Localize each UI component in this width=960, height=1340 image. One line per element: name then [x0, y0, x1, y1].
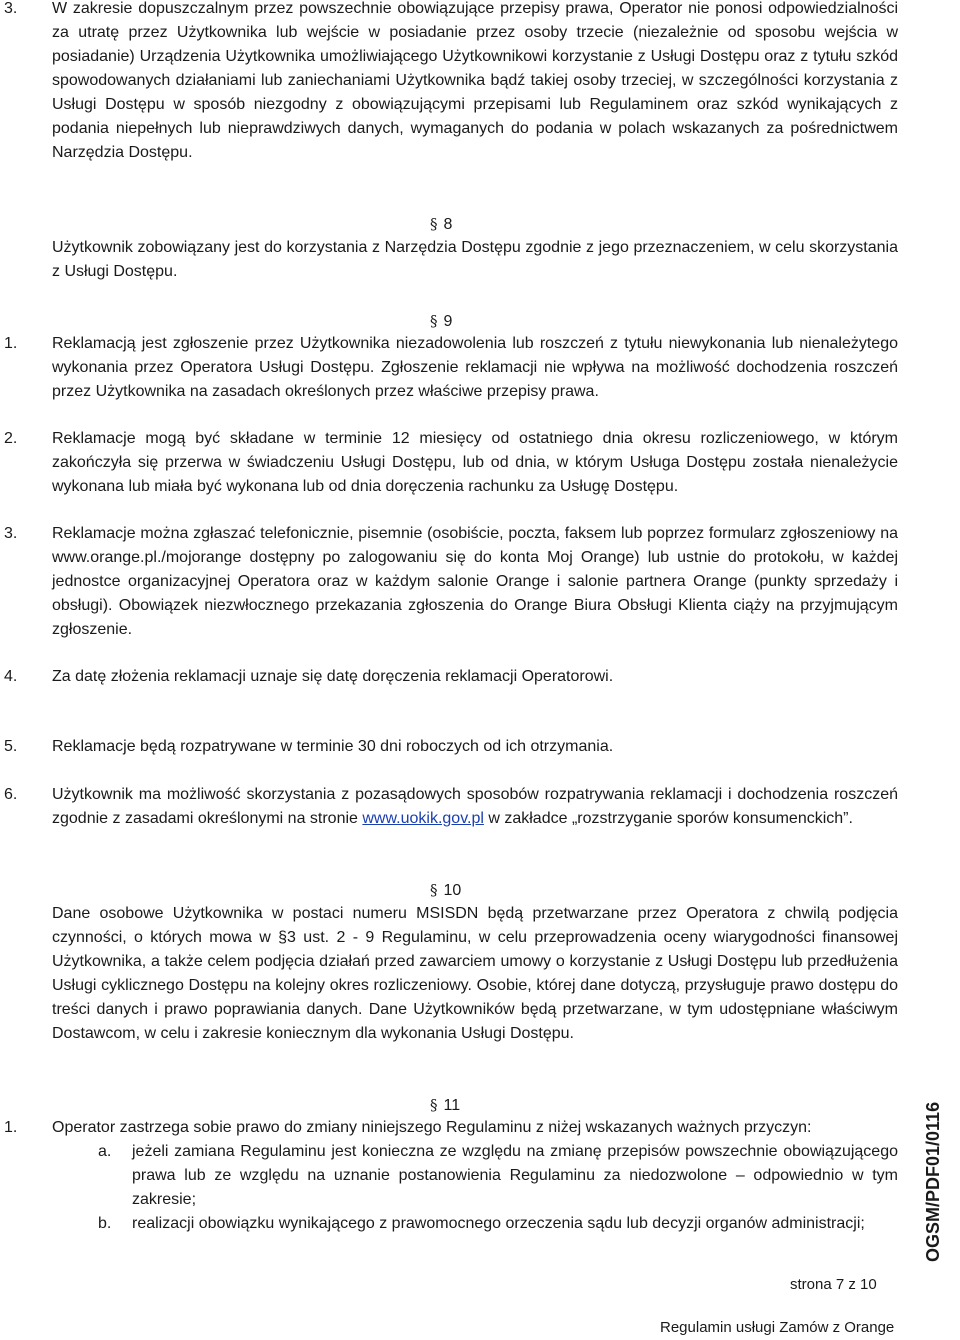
page-number: strona 7 z 10 [790, 1276, 877, 1293]
item-number: 4. [4, 668, 18, 685]
section-number: 11 [443, 1097, 461, 1114]
item-text-before: Użytkownik ma możliwość skorzystania z pozasądowych sposobów rozpatrywania reklamacji i dochodzenia roszczeń zgodnie z zasadami określonymi na stronie [52, 786, 898, 827]
subitem-text: jeżeli zamiana Regulaminu jest konieczna ze względu na zmianę przepisów powszechnie obowiązującego prawa lub ze względu na uznanie postanowienia Regulaminu za niedozwolone – odpowiednio w tym zakresie; [132, 1143, 898, 1208]
section-number: 9 [443, 313, 453, 330]
item-number: 1. [4, 1119, 18, 1136]
section-symbol: § [430, 881, 438, 899]
footer-title: Regulamin usługi Zamów z Orange [660, 1319, 895, 1336]
item-number: 1. [4, 335, 18, 352]
section-10-text: Dane osobowe Użytkownika w postaci numeru MSISDN będą przetwarzane przez Operatora z chwilą podjęcia czynności, o których mowa w §3 ust. 2 - 9 Regulaminu, w celu przeprowadzenia oceny wiarygodności finansowej Użytkownika, a także celem podjęcia działań przed zawarciem umowy o korzystanie z Usługi Dostępu lub przedłużenia Usługi cyklicznego Dostępu na kolejny okres rozliczeniowy. Osobie, której dane dotyczą, przysługuje prawo dostępu do treści danych i prawo poprawiania danych. Dane Użytkowników będą przetwarzane, w tym udostępniane właściwym Dostawcom, w celu i zakresie koniecznym dla wykonania Usługi Dostępu. [52, 905, 898, 1042]
item-number: 6. [4, 786, 18, 803]
document-code: OGSM/PDF01/0116 [923, 1101, 943, 1262]
uokik-link[interactable]: www.uokik.gov.pl [362, 810, 484, 827]
item-text: Reklamacją jest zgłoszenie przez Użytkownika niezadowolenia lub roszczeń z tytułu niewykonania lub nienależytego wykonania przez Operatora Usługi Dostępu. Zgłoszenie reklamacji nie wpływa na możliwość dochodzenia roszczeń przez Użytkownika na zasadach określonych przez właściwe przepisy prawa. [52, 335, 898, 400]
subitem-letter: b. [98, 1215, 112, 1232]
item-text: Reklamacje mogą być składane w terminie 12 miesięcy od ostatniego dnia okresu rozliczeniowego, w którym zakończyła się przerwa w świadczeniu Usługi Dostępu, lub od dnia, w którym Usługa Dostępu została nienależycie wykonana lub miała być wykonana lub od dnia doręczenia rachunku za Usługę Dostępu. [52, 430, 898, 495]
section-8-text: Użytkownik zobowiązany jest do korzystania z Narzędzia Dostępu zgodnie z jego przeznaczeniem, w celu skorzystania z Usługi Dostępu. [52, 239, 898, 280]
clause-text: W zakresie dopuszczalnym przez powszechnie obowiązujące przepisy prawa, Operator nie ponosi odpowiedzialności za utratę przez Użytkownika lub wejście w posiadanie przez osoby trzecie (niezależnie od sposobu wejścia w posiadanie) Urządzenia Użytkownika umożliwiającego Użytkownikowi korzystanie z Usługi Dostępu oraz z tytułu szkód spowodowanych działaniami lub zaniechaniami Użytkownika bądź takiej osoby trzeciej, w szczególności korzystania z Usługi Dostępu w sposób niezgodny z obowiązującymi przepisami lub Regulaminem oraz szkód wynikających z podania niepełnych lub nieprawdziwych danych, wymaganych do podania w polach wskazanych za pośrednictwem Narzędzia Dostępu. [52, 0, 898, 161]
item-text: Operator zastrzega sobie prawo do zmiany niniejszego Regulaminu z niżej wskazanych ważnych przyczyn: [52, 1119, 812, 1136]
item-text: Reklamacje można zgłaszać telefonicznie, pisemnie (osobiście, poczta, faksem lub poprzez formularz zgłoszeniowy na www.orange.pl./mojorange dostępny po zalogowaniu się do konta Moj Orange) lub ustnie do protokołu, w każdej jednostce organizacyjnej Operatora oraz w każdym salonie Orange i salonie partnera Orange (punkty sprzedaży i obsługi). Obowiązek niezwłocznego przekazania zgłoszenia do Orange Biura Obsługi Klienta ciąży na przyjmującym zgłoszenie. [52, 525, 898, 638]
item-text: Za datę złożenia reklamacji uznaje się datę doręczenia reklamacji Operatorowi. [52, 668, 614, 685]
item-number: 5. [4, 738, 18, 755]
item-number: 2. [4, 430, 18, 447]
section-symbol: § [430, 312, 438, 330]
clause-number: 3. [4, 0, 18, 17]
item-text [52, 783, 898, 831]
subitem-text: realizacji obowiązku wynikającego z prawomocnego orzeczenia sądu lub decyzji organów administracji; [132, 1215, 865, 1232]
section-heading-9 [430, 309, 490, 334]
section-heading-8 [430, 212, 490, 237]
section-heading-11 [430, 1093, 490, 1118]
item-text: Reklamacje będą rozpatrywane w terminie 30 dni roboczych od ich otrzymania. [52, 738, 614, 755]
section-number: 8 [443, 216, 453, 233]
subitem-letter: a. [98, 1143, 112, 1160]
section-heading-10 [430, 878, 490, 903]
section-symbol: § [430, 1096, 438, 1114]
item-text-after: w zakładce „rozstrzyganie sporów konsumenckich”. [483, 810, 853, 827]
section-number: 10 [443, 882, 462, 899]
item-number: 3. [4, 525, 18, 542]
section-symbol: § [430, 215, 438, 233]
